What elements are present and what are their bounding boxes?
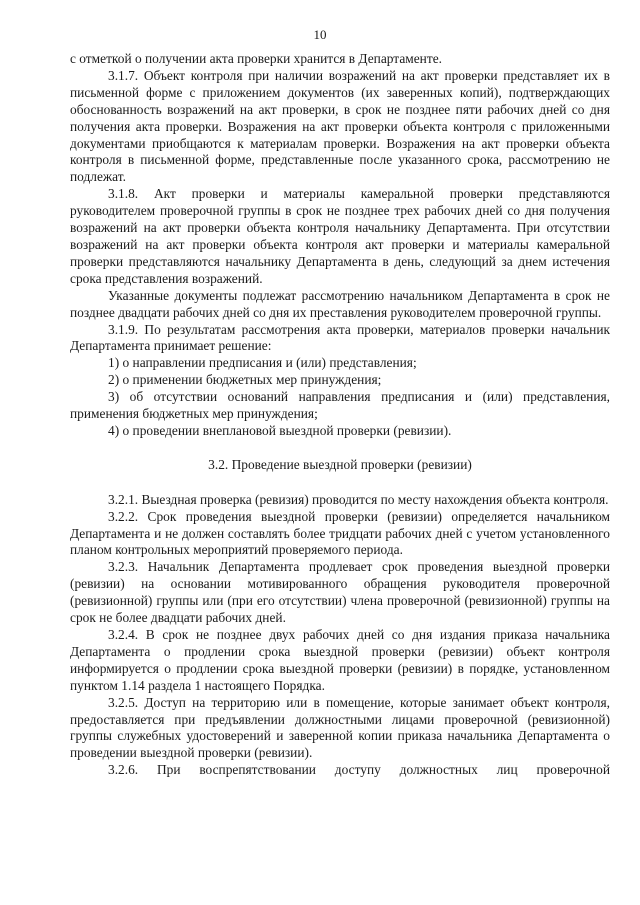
list-item: 4) о проведении внеплановой выездной проверки (ревизии). bbox=[108, 422, 452, 438]
paragraph-3-2-1: 3.2.1. Выездная проверка (ревизия) проводится по месту нахождения объекта контроля. bbox=[108, 491, 609, 507]
list-item: 2) о применении бюджетных мер принуждения; bbox=[108, 372, 382, 388]
paragraph-3-2-6: 3.2.6. При воспрепятствовании доступу должностных лиц проверочной bbox=[108, 762, 610, 778]
document-body bbox=[70, 51, 610, 779]
paragraph-3-2-2: 3.2.2. Срок проведения выездной проверки (ревизии) определяется начальником Департамента и не должен составлять более тридцати рабочих дней с учетом установленного планом контрольных мероприятий проверяемого периода. bbox=[70, 508, 610, 558]
section-heading: 3.2. Проведение выездной проверки (ревизии) bbox=[208, 456, 472, 472]
page-number: 10 bbox=[313, 27, 327, 42]
paragraph-continuation: с отметкой о получении акта проверки хранится в Департаменте. bbox=[70, 51, 442, 66]
decision-list bbox=[70, 355, 610, 440]
paragraph-3-1-9: 3.1.9. По результатам рассмотрения акта проверки, материалов проверки начальник Департамента принимает решение: bbox=[70, 321, 610, 354]
paragraph-3-1-7: 3.1.7. Объект контроля при наличии возражений на акт проверки представляет их в письменной форме с приложением документов (их заверенных копий), подтверждающих обоснованность возражений на акт проверки, в срок не позднее пяти рабочих дней со дня получения акта проверки. Возражения на акт проверки объекта контроля с приложенными документами приобщаются к материалам проверки. Возражения на акт проверки объекта контроля в письменной форме, представленные после указанного срока, рассмотрению не подлежат. bbox=[70, 67, 610, 185]
list-item: 3) об отсутствии оснований направления предписания и (или) представления, применения бюджетных мер принуждения; bbox=[70, 389, 610, 422]
list-item: 1) о направлении предписания и (или) представления; bbox=[108, 355, 417, 371]
paragraph-3-2-3: 3.2.3. Начальник Департамента продлевает срок проведения выездной проверки (ревизии) на основании мотивированного обращения руководителя проверочной (ревизионной) группы или (при его отсутствии) члена проверочной (ревизионной) группы на срок не более двадцати рабочих дней. bbox=[70, 559, 610, 626]
paragraph-3-2-5: 3.2.5. Доступ на территорию или в помещение, которые занимает объект контроля, предоставляется при предъявлении должностными лицами проверочной (ревизионной) группы служебных удостоверений и заверенной копии приказа начальника Департамента о проведении выездной проверки (ревизии). bbox=[70, 694, 610, 761]
paragraph-3-1-8: 3.1.8. Акт проверки и материалы камеральной проверки представляются руководителем проверочной группы в срок не позднее трех рабочих дней со дня получения возражений на акт проверки объекта контроля начальнику Департамента. При отсутствии возражений на акт проверки объекта контроля акт проверки и материалы камеральной проверки представляются начальнику Департамента в день, следующий за днем истечения срока представления возражений. bbox=[70, 186, 610, 286]
paragraph-review-term: Указанные документы подлежат рассмотрению начальником Департамента в срок не позднее двадцати рабочих дней со дня их преставления руководителем проверочной группы. bbox=[70, 287, 610, 320]
paragraph-3-2-4: 3.2.4. В срок не позднее двух рабочих дней со дня издания приказа начальника Департамента о продлении срока выездной проверки (ревизии) объект контроля информируется о продлении срока выездной проверки (ревизии) в порядке, установленном пунктом 1.14 раздела 1 настоящего Порядка. bbox=[70, 627, 610, 693]
